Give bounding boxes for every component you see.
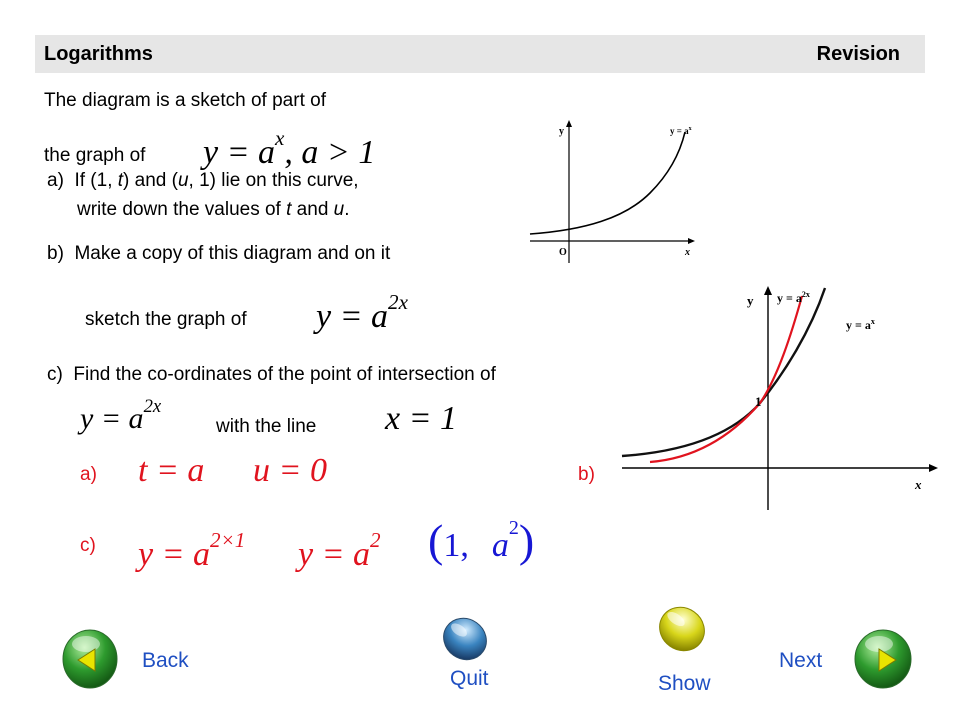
show-button[interactable] (656, 604, 708, 654)
part-c-line-equation: x = 1 (385, 400, 458, 437)
answer-graph-comparison (620, 282, 940, 512)
back-button[interactable] (62, 629, 118, 689)
part-a-question-2: write down the values of t and u. (77, 199, 350, 220)
sketch-y-label: y (559, 126, 564, 137)
section-label: Revision (816, 43, 900, 65)
intersection-label: 1 (755, 394, 762, 409)
part-c-question-2: with the line (216, 416, 317, 437)
back-label[interactable]: Back (142, 649, 189, 672)
part-b-question-2: sketch the graph of (85, 309, 247, 330)
quit-button[interactable] (441, 616, 489, 662)
part-a-label: a) (47, 170, 64, 191)
answer-c-point: (1, $a^2$) (428, 515, 535, 566)
part-b-question: b) Make a copy of this diagram and on it (47, 243, 391, 264)
label-a-x: $y = a^x$ (846, 317, 875, 332)
intro-line-1: The diagram is a sketch of part of (44, 90, 326, 111)
graph-y-label: y (747, 293, 754, 308)
answer-t-value: t = a (138, 452, 205, 489)
part-c-question: c) Find the co-ordinates of the point of intersection of (47, 364, 496, 385)
x-axis-arrow (929, 464, 938, 472)
answer-u-value: u = 0 (253, 452, 327, 489)
intro-line-2: the graph of (44, 145, 146, 166)
page-title: Logarithms (44, 43, 153, 65)
show-label[interactable]: Show (658, 672, 711, 695)
sketch-origin-label: O (559, 247, 567, 258)
intro-equation: $y = a^x$, a > 1 (203, 126, 376, 171)
sketch-curve-label: $y = a^x$ (670, 126, 692, 136)
next-button[interactable] (854, 629, 912, 689)
curve-a-x (622, 288, 825, 456)
answer-c-step-2: $y = a^2$ (298, 528, 381, 573)
answer-b-label: b) (578, 464, 595, 485)
y-axis-arrow (566, 120, 572, 127)
answer-c-label: c) (80, 535, 96, 556)
part-b-label: b) (47, 243, 64, 264)
sketch-graph-exponential (525, 118, 725, 268)
x-axis-arrow (688, 238, 695, 244)
part-b-equation: $y = a^{2x}$ (316, 290, 408, 335)
part-c-equation: $y = a^{2x}$ (80, 396, 162, 435)
title-bar (35, 35, 925, 73)
answer-c-step-1: $y = a^{2\times 1}$ (138, 528, 246, 573)
sketch-x-label: x (685, 247, 690, 258)
curve-a-x (530, 132, 685, 234)
part-c-label: c) (47, 364, 63, 385)
quit-label[interactable]: Quit (450, 667, 489, 690)
label-a-2x: $y = a^{2x}$ (777, 290, 810, 305)
y-axis-arrow (764, 286, 772, 295)
part-a-question: a) If (1, t) and (u, 1) lie on this curve, (47, 170, 359, 191)
next-label[interactable]: Next (779, 649, 823, 672)
graph-x-label: x (915, 477, 922, 492)
answer-a-label: a) (80, 464, 97, 485)
